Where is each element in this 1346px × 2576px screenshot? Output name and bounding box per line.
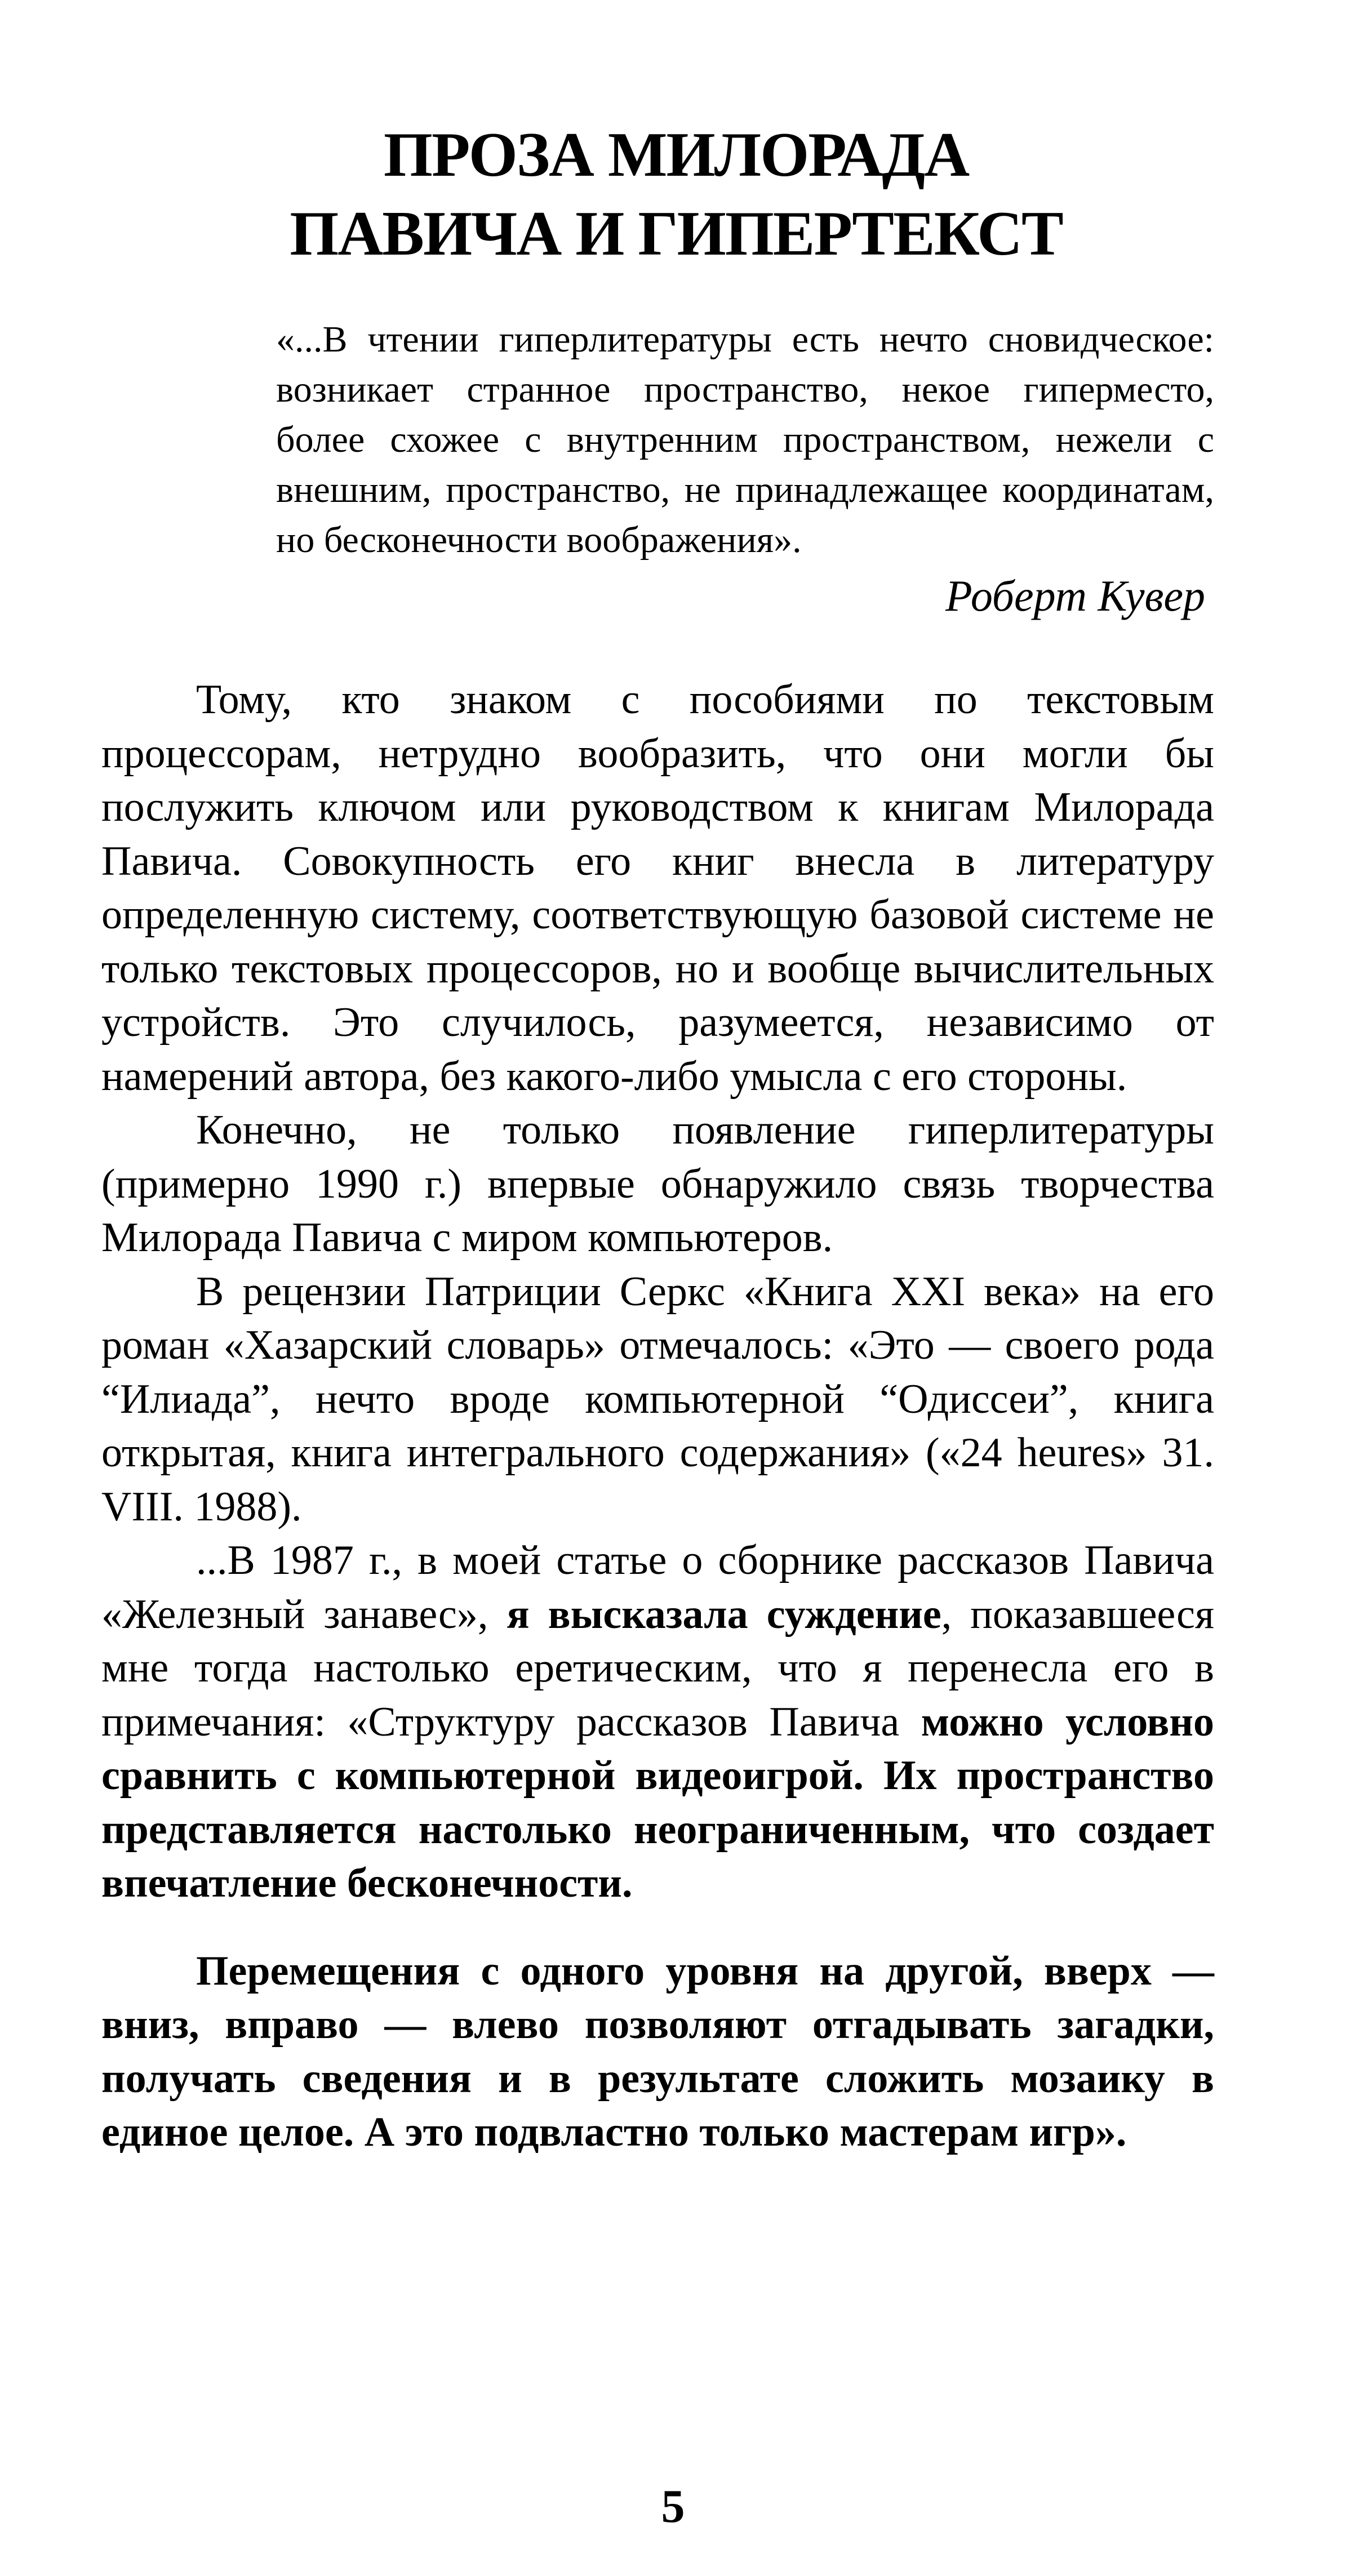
paragraph-3: В рецензии Патриции Серкс «Книга XXI века» на его роман «Хазарский словарь» отмечалось: «Это — своего рода “Илиада”, нечто вроде компьютерной “Одиссеи”, книга открытая, книга интегрального содержания» («24 heures» 31. VIII. 1988).: [101, 1268, 1214, 1530]
paragraph-2: Конечно, не только появление гиперлитературы (примерно 1990 г.) впервые обнаружило связь творчества Милорада Павича с миром компьютеров.: [101, 1107, 1214, 1261]
epigraph-quote: «...В чтении гиперлитературы есть нечто сновидческое: возникает странное пространство, некое гиперместо, более схожее с внутренним пространством, нежели с внешним, пространство, не принадлежащее координатам, но бесконечности воображения».: [276, 319, 1214, 560]
paragraph-4-continuation-bold: можно условно сравнить с компьютерной видеоигрой. Их пространство представляется настолько неограниченным, что создает впечатление бесконечности.: [101, 1698, 1214, 1906]
paragraph-4-plain: ...В 1987 г., в моей статье о сборнике рассказов Павича «Железный занавес»,: [101, 1537, 1214, 1638]
paragraph-4-bold: я высказала суждение: [507, 1591, 941, 1638]
paragraph-5: Перемещения с одного уровня на другой, вверх — вниз, вправо — влево позволяют отгадывать загадки, получать сведения и в результате сложить мозаику в единое целое. А это подвластно только мастерам игр».: [101, 1947, 1214, 2155]
paragraph-4: [101, 1534, 1214, 1911]
page-number: 5: [661, 2480, 685, 2533]
paragraph-1: Тому, кто знаком с пособиями по текстовым процессорам, нетрудно вообразить, что они могли бы послужить ключом или руководством к книгам Милорада Павича. Совокупность его книг внесла в литературу определенную систему, соответствующую базовой системе не только текстовых процессоров, но и вообще вычислительных устройств. Это случилось, разумеется, независимо от намерений автора, без какого-либо умысла с его стороны.: [101, 677, 1214, 1100]
main-text: [101, 673, 1214, 2160]
chapter-title-line-1: ПРОЗА МИЛОРАДА: [383, 120, 969, 190]
chapter-title: [214, 115, 1138, 273]
paragraph-4-continuation: , показавшееся мне тогда настолько еретическим, что я перенесла его в примечания: «Структуру рассказов Павича: [101, 1591, 1214, 1745]
epigraph-author: Роберт Кувер: [945, 571, 1205, 620]
chapter-title-line-2: ПАВИЧА И ГИПЕРТЕКСТ: [290, 199, 1063, 269]
